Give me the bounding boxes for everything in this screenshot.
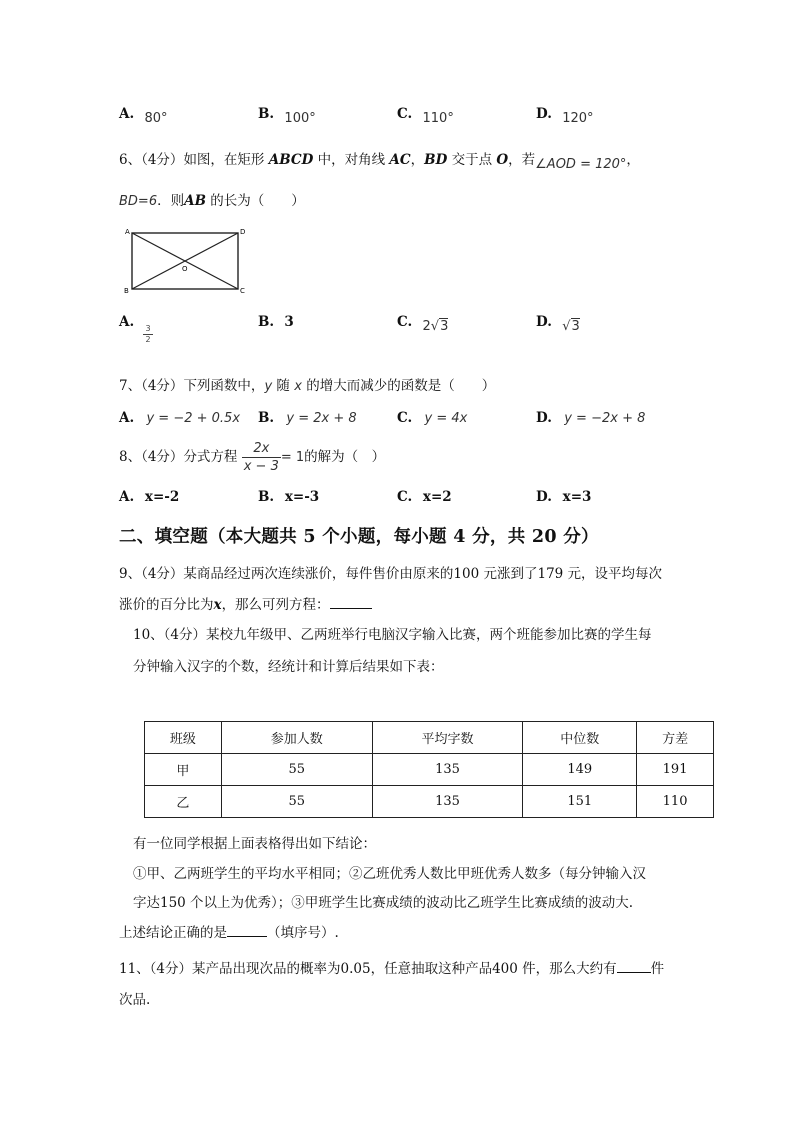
q8-option-d: D. x=3	[536, 489, 592, 505]
q8-fraction: $\frac{2x}{x - 3}$	[243, 441, 279, 474]
q10-answer-line: 上述结论正确的是 （填序号）.	[119, 925, 339, 941]
table-cell: 149	[523, 754, 637, 786]
table-cell: 135	[372, 754, 523, 786]
q5-option-b: B. 100°	[258, 106, 316, 126]
q5-option-c: C. 110°	[397, 106, 454, 126]
label-a: A	[125, 228, 130, 236]
q5-option-d: D. 120°	[536, 106, 594, 126]
table-cell: 110	[637, 786, 714, 818]
q7-option-a: A. y = −2 + 0.5x	[119, 410, 241, 426]
q6-option-b: B. 3	[258, 314, 294, 330]
q5-option-a: A. 80°	[119, 106, 168, 126]
label-b: B	[124, 287, 129, 295]
table-cell: 55	[221, 754, 372, 786]
q6-option-d: D. √3	[536, 314, 580, 334]
q11-line1: 11、（4分）某产品出现次品的概率为0.05，任意抽取这种产品400 件，那么大约有 件	[119, 961, 665, 977]
q6-option-a: A.	[119, 314, 135, 330]
q10-conclusion-line1: ①甲、乙两班学生的平均水平相同；②乙班优秀人数比甲班优秀人数多（每分钟输入汉	[133, 866, 646, 882]
table-cell: 甲	[145, 754, 222, 786]
table-header: 班级	[145, 722, 222, 754]
q7-stem: 7、（4分）下列函数中，y 随 x 的增大而减少的函数是（ ）	[119, 378, 496, 394]
label-d: D	[240, 228, 246, 236]
table-header: 方差	[637, 722, 714, 754]
q10-conclusion-intro: 有一位同学根据上面表格得出如下结论：	[133, 836, 376, 852]
q6-option-a-fraction: 3 2	[143, 324, 153, 345]
q8-option-b: B. x=-3	[258, 489, 320, 505]
q6-option-d-sqrt: √3	[562, 319, 580, 334]
q11-line2: 次品.	[119, 992, 151, 1008]
label-c: C	[240, 287, 245, 295]
q7-option-b: B. y = 2x + 8	[258, 410, 357, 426]
table-header-row	[145, 722, 714, 754]
table-header: 中位数	[523, 722, 637, 754]
q9-line1: 9、（4分）某商品经过两次连续涨价，每件售价由原来的100 元涨到了179 元，设平均每次	[119, 566, 663, 582]
table-header: 参加人数	[221, 722, 372, 754]
q6-stem-line1: 6、（4分）如图，在矩形 ABCD 中，对角线 AC，BD 交于点 O，若∠AOD = 120°，	[119, 152, 640, 172]
label-o: O	[182, 265, 188, 273]
q11-answer-blank[interactable]	[617, 960, 651, 973]
results-table	[144, 721, 714, 818]
rectangle-figure	[120, 225, 250, 295]
q9-answer-blank[interactable]	[330, 596, 372, 609]
q10-answer-blank[interactable]	[227, 924, 267, 937]
q6-stem-line2: BD=6．则AB 的长为（ ）	[119, 193, 305, 209]
q10-line2: 分钟输入汉字的个数，经统计和计算后结果如下表：	[133, 659, 444, 675]
q7-option-c: C. y = 4x	[397, 410, 468, 426]
table-cell: 乙	[145, 786, 222, 818]
q8-stem: 8、（4分）分式方程 $\frac{2x}{x - 3}$ = 1的解为（ ）	[119, 441, 386, 474]
q9-line2: 涨价的百分比为x，那么可列方程：	[119, 593, 372, 613]
table-row	[145, 786, 714, 818]
q8-option-a: A. x=-2	[119, 489, 180, 505]
section-title: 二、填空题（本大题共 5 个小题，每小题 4 分，共 20 分）	[119, 527, 599, 547]
table-header: 平均字数	[372, 722, 523, 754]
q8-option-c: C. x=2	[397, 489, 452, 505]
q10-conclusion-line2: 字达150 个以上为优秀）；③甲班学生比赛成绩的波动比乙班学生比赛成绩的波动大.	[133, 895, 634, 911]
table-cell: 191	[637, 754, 714, 786]
q10-line1: 10、（4分）某校九年级甲、乙两班举行电脑汉字输入比赛，两个班能参加比赛的学生每	[133, 627, 652, 643]
table-cell: 151	[523, 786, 637, 818]
table-cell: 55	[221, 786, 372, 818]
table-row	[145, 754, 714, 786]
table-cell: 135	[372, 786, 523, 818]
q6-option-c-sqrt: 2√3	[422, 319, 449, 334]
q6-option-c: C. 2√3	[397, 314, 449, 334]
q7-option-d: D. y = −2x + 8	[536, 410, 646, 426]
